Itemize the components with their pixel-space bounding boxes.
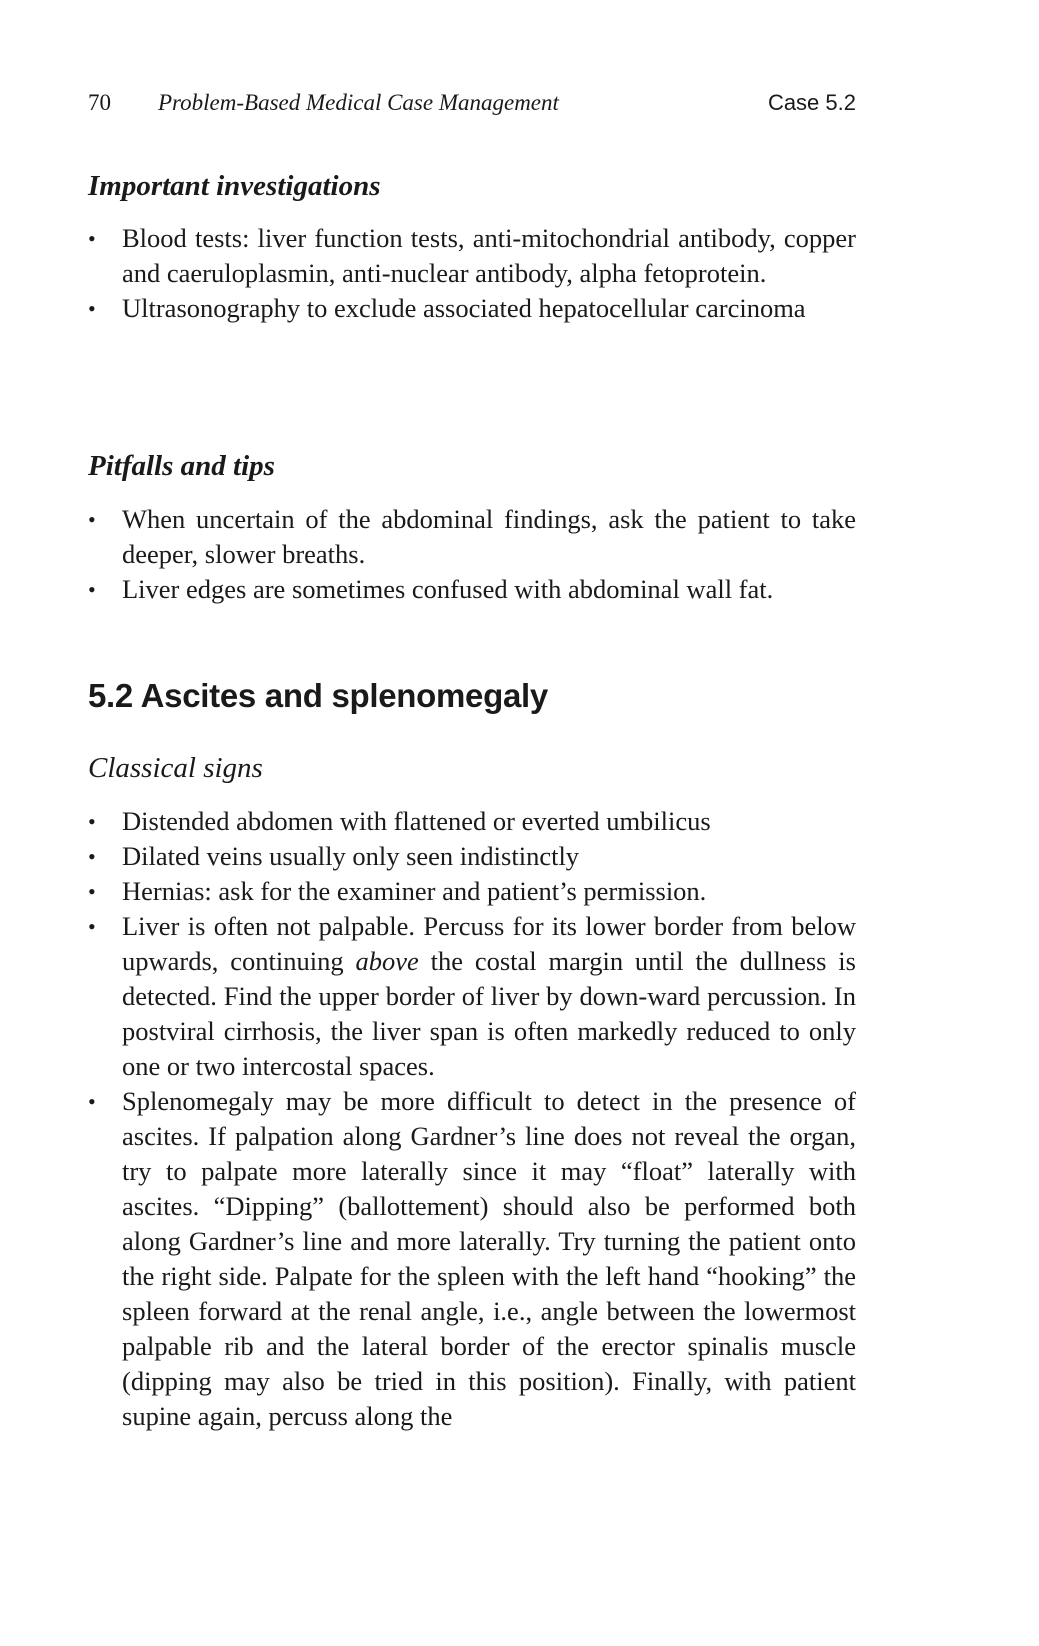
- bullet-icon: •: [88, 296, 96, 321]
- list-item: [88, 1084, 856, 1434]
- section-number: 5.2: [88, 677, 133, 714]
- list-item: [88, 502, 856, 572]
- pitfalls-and-tips-heading: Pitfalls and tips: [88, 450, 275, 482]
- classical-signs-heading: Classical signs: [88, 752, 263, 784]
- section-heading: [88, 674, 548, 718]
- page-number: 70: [88, 90, 111, 115]
- text-run: Liver is often not palpable. Percuss for its lower border from below upwards, continuing: [122, 911, 856, 976]
- pitfalls-and-tips-list: [88, 502, 856, 607]
- section-title: Ascites and splenomegaly: [140, 677, 548, 714]
- bullet-icon: •: [88, 1089, 96, 1114]
- list-item-text: Hernias: ask for the examiner and patient’s permission.: [122, 876, 707, 906]
- list-item: [88, 804, 856, 839]
- list-item: [88, 839, 856, 874]
- emphasis-text: above: [355, 946, 419, 976]
- bullet-icon: •: [88, 844, 96, 869]
- list-item: [88, 291, 856, 326]
- list-item-text: Liver edges are sometimes confused with abdominal wall fat.: [122, 574, 774, 604]
- list-item-text: Distended abdomen with flattened or everted umbilicus: [122, 806, 711, 836]
- list-item: [88, 909, 856, 1084]
- list-item-text: Splenomegaly may be more difficult to detect in the presence of ascites. If palpation along Gardner’s line does not reveal the organ, try to palpate more laterally since it may “float” laterally with ascites. “Dipping” (ballottement) should also be performed both along Gardner’s line and more laterally. Try turning the patient onto the right side. Palpate for the spleen with the left hand “hooking” the spleen forward at the renal angle, i.e., angle between the lowermost palpable rib and the lateral border of the erector spinalis muscle (dipping may also be tried in this position). Finally, with patient supine again, percuss along the: [122, 1086, 856, 1431]
- important-investigations-heading: Important investigations: [88, 170, 381, 202]
- book-title: Problem-Based Medical Case Management: [158, 90, 559, 115]
- bullet-icon: •: [88, 226, 96, 251]
- classical-signs-list: [88, 804, 856, 1434]
- running-head: [88, 86, 856, 120]
- list-item: [88, 874, 856, 909]
- bullet-icon: •: [88, 914, 96, 939]
- text-run: the costal margin until the dullness is detected. Find the upper border of liver by down-ward percussion. In postviral cirrhosis, the liver span is often markedly reduced to only one or two intercostal spaces.: [122, 946, 856, 1081]
- list-item-text: Ultrasonography to exclude associated hepatocellular carcinoma: [122, 293, 806, 323]
- list-item: [88, 221, 856, 291]
- list-item-text: When uncertain of the abdominal findings, ask the patient to take deeper, slower breaths.: [122, 504, 856, 569]
- bullet-icon: •: [88, 507, 96, 532]
- bullet-icon: •: [88, 809, 96, 834]
- bullet-icon: •: [88, 879, 96, 904]
- case-label: Case 5.2: [767, 90, 856, 115]
- important-investigations-list: [88, 221, 856, 326]
- list-item: [88, 572, 856, 607]
- list-item-text: Blood tests: liver function tests, anti-mitochondrial antibody, copper and caeruloplasmin, anti-nuclear antibody, alpha fetoprotein.: [122, 223, 856, 288]
- bullet-icon: •: [88, 577, 96, 602]
- list-item-text: [122, 911, 856, 1081]
- list-item-text: Dilated veins usually only seen indistinctly: [122, 841, 580, 871]
